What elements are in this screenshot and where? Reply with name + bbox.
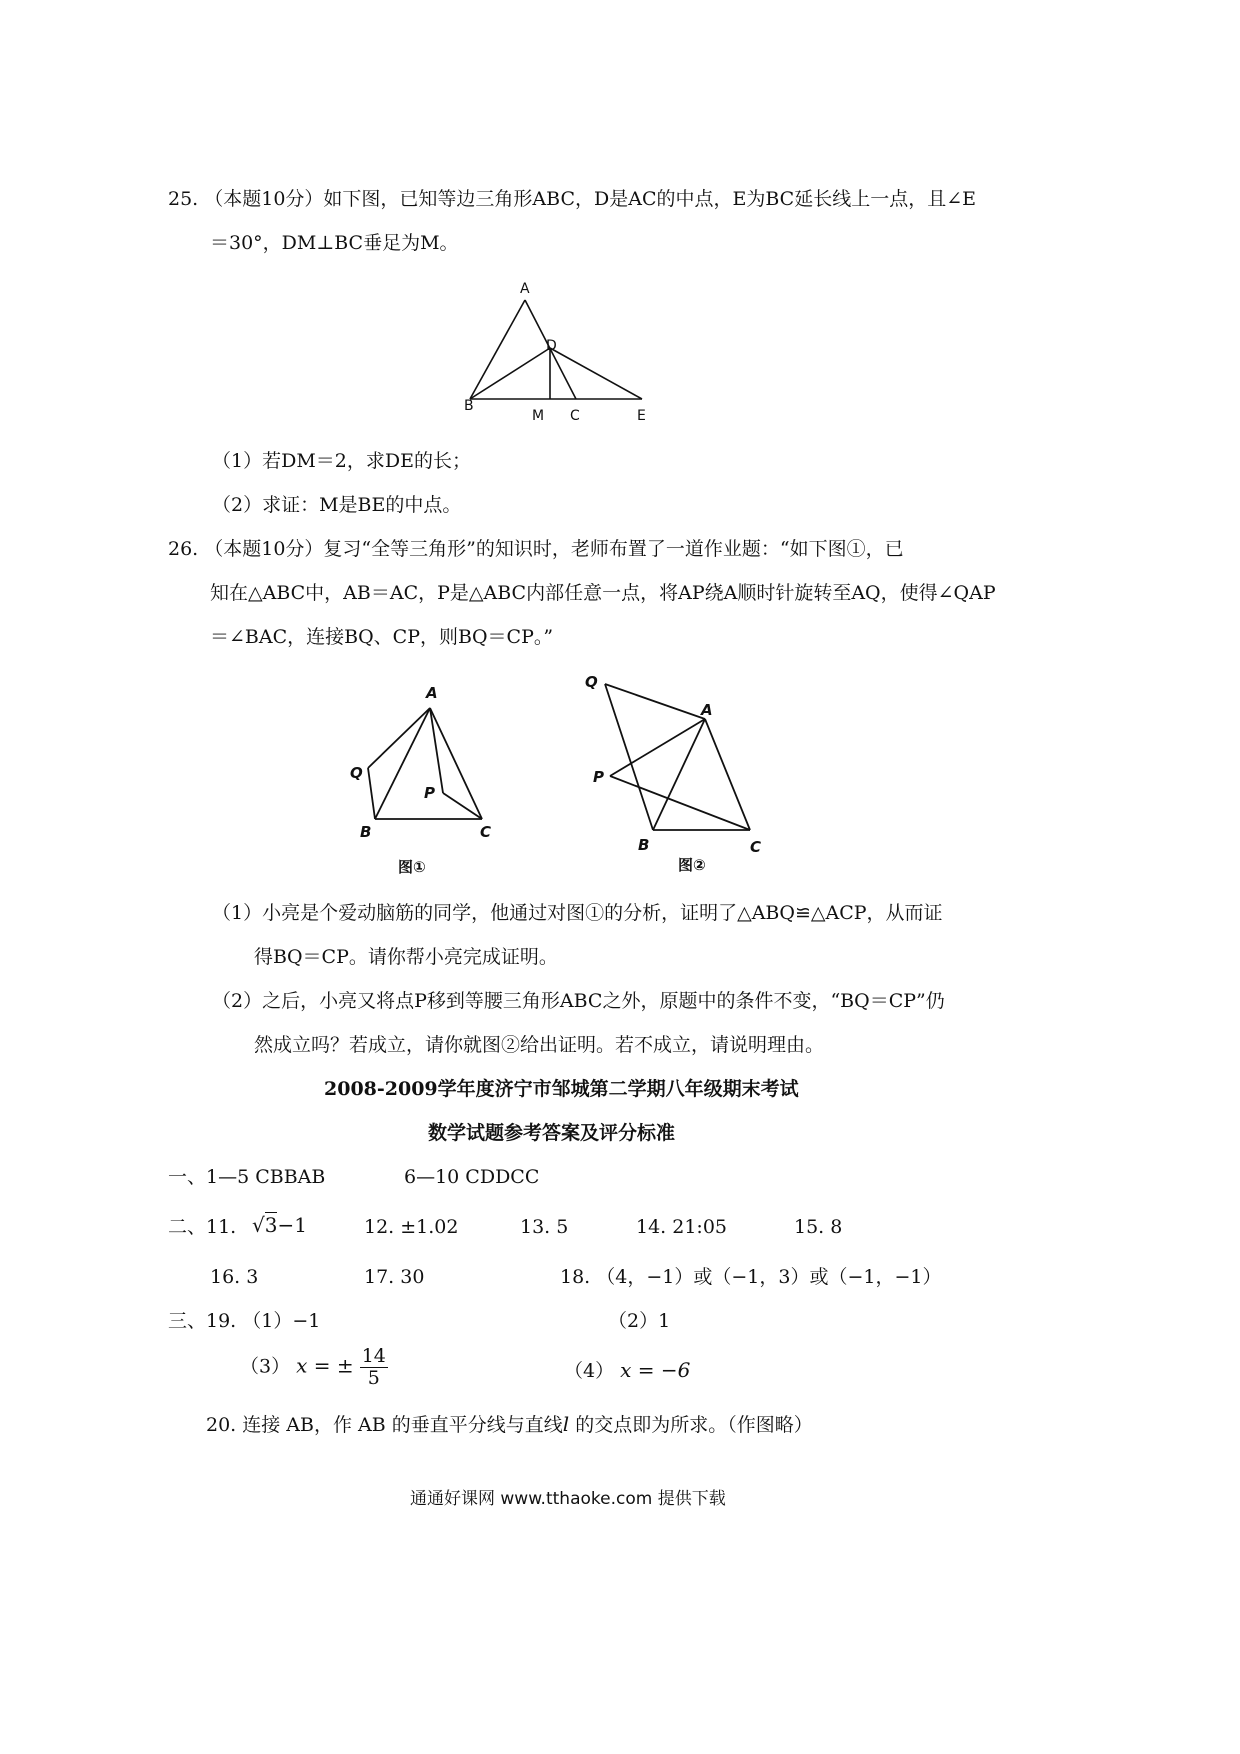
fig2-label-C: C [750,838,762,856]
fraction-denominator: 5 [367,1366,380,1389]
answer-19-4-prefix: （4） [564,1360,615,1382]
answer-20-text: 20. 连接 AB，作 AB 的垂直平分线与直线 [206,1414,563,1436]
q26-sub2-line2: 然成立吗？若成立，请你就图②给出证明。若不成立，请说明理由。 [254,1034,825,1056]
q25-line1: 25. （本题10分）如下图，已知等边三角形ABC，D是AC的中点，E为BC延长线上一点，且∠E [168,188,977,210]
q25-label-M: M [532,408,545,424]
answer-20-rest: 的交点即为所求。（作图略） [569,1414,813,1436]
fig2-label-A: A [701,701,713,719]
answers-sec1-b: 6—10 CDDCC [404,1166,540,1188]
answer-19-3-fraction [360,1346,388,1389]
q25-figure [462,278,682,428]
answer-11-rest: −1 [277,1213,307,1237]
answer-11-radicand: 3 [264,1213,278,1237]
answers-sec1-a: 一、1—5 CBBAB [168,1166,326,1188]
q26-line1: 26. （本题10分）复习“全等三角形”的知识时，老师布置了一道作业题：“如下图①，已 [168,538,904,560]
q26-figure-1 [340,680,530,880]
fig1-label-P: P [424,784,435,802]
fig1-label-A: A [426,684,438,702]
answer-18: 18. （4，−1）或（−1，3）或（−1，−1） [560,1266,942,1288]
answer-11 [252,1213,307,1237]
q25-label-E: E [637,408,646,424]
q26-sub1-line1: （1）小亮是个爱动脑筋的同学，他通过对图①的分析，证明了△ABQ≌△ACP，从而证 [212,902,943,924]
answer-19-3 [240,1346,388,1389]
sqrt-symbol: √ [252,1213,265,1237]
fig2-label-P: P [593,768,604,786]
q26-line2: 知在△ABC中，AB＝AC，P是△ABC内部任意一点，将AP绕A顺时针旋转至AQ，使得∠QAP [210,582,996,604]
answer-19-3-prefix: （3） [240,1355,291,1378]
fig2-label-B: B [638,836,650,854]
answer-19-4 [564,1358,690,1383]
q26-line3: ＝∠BAC，连接BQ、CP，则BQ＝CP。” [210,626,554,648]
answer-15: 15. 8 [794,1216,843,1238]
answer-14: 14. 21:05 [636,1216,728,1238]
q26-figure-2 [580,672,780,877]
answer-19-2: （2）1 [608,1310,671,1332]
fig1-label-Q: Q [350,764,363,782]
answer-19-3-lhs: x = ± [296,1353,354,1378]
fig1-caption: 图① [398,858,426,876]
answer-20 [206,1412,813,1437]
answer-16: 16. 3 [210,1266,259,1288]
q25-label-B: B [464,398,474,414]
fig2-caption: 图② [678,856,706,874]
answer-17: 17. 30 [364,1266,425,1288]
q26-sub2-line1: （2）之后，小亮又将点P移到等腰三角形ABC之外，原题中的条件不变，“BQ＝CP”仍 [212,990,945,1012]
answer-19-1: 三、19. （1）−1 [168,1310,321,1332]
answers-title-1: 2008-2009学年度济宁市邹城第二学期八年级期末考试 [324,1078,799,1100]
q25-line2: ＝30°，DM⊥BC垂足为M。 [210,232,459,254]
q25-label-A: A [520,281,530,297]
q25-label-D: D [546,338,557,354]
q25-label-C: C [570,408,580,424]
line-l: l [562,1412,570,1436]
answers-sec2-prefix: 二、11. [168,1216,237,1238]
footer-source: 通通好课网 www.tthaoke.com 提供下载 [410,1489,726,1509]
fig1-label-C: C [480,823,492,841]
fig1-label-B: B [360,823,372,841]
answer-12: 12. ±1.02 [364,1216,459,1238]
answer-13: 13. 5 [520,1216,569,1238]
answers-title-2: 数学试题参考答案及评分标准 [428,1122,676,1144]
fraction-numerator: 14 [361,1345,386,1367]
q26-sub1-line2: 得BQ＝CP。请你帮小亮完成证明。 [254,946,558,968]
q25-sub1: （1）若DM＝2，求DE的长； [212,450,471,472]
answer-19-4-expr: x = −6 [620,1358,691,1382]
q25-sub2: （2）求证：M是BE的中点。 [212,494,462,516]
fig2-label-Q: Q [585,673,598,691]
